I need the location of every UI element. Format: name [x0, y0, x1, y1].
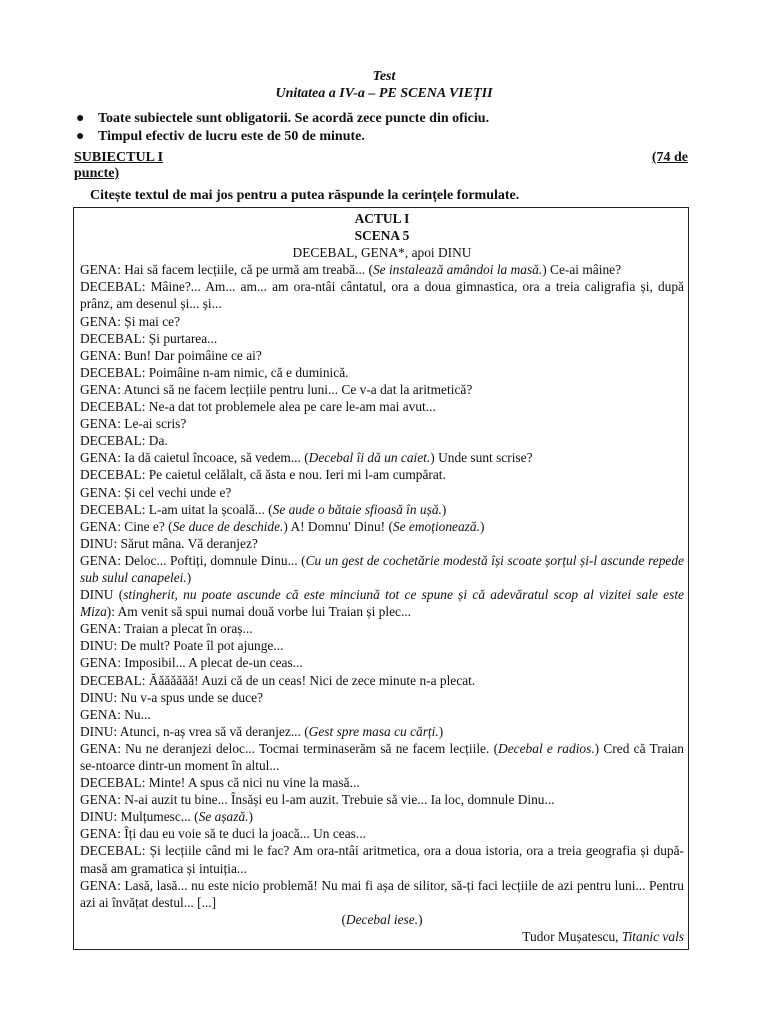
dialogue-line: DINU: Mulțumesc... (Se așază.): [80, 809, 253, 825]
dialogue-line: DECEBAL: Poimâine n-am nimic, că e duminică.: [80, 364, 349, 380]
author: Tudor Mușatescu,: [522, 928, 622, 944]
dialogue: [80, 261, 684, 911]
subject-label: SUBIECTUL I: [74, 150, 164, 165]
dialogue-line: DECEBAL: L-am uitat la școală... (Se aude o bătaie sfioasă în ușă.): [80, 501, 447, 517]
stage-direction: Se așază.: [198, 809, 249, 825]
dialogue-line: GENA: Și mai ce?: [80, 313, 181, 329]
characters-line: DECEBAL, GENA*, apoi DINU: [292, 245, 472, 261]
dialogue-line: GENA: Îți dau eu voie să te duci la joacă... Un ceas...: [80, 826, 366, 842]
dialogue-line: DECEBAL: Și lecțiile când mi le fac? Am ora-ntâi aritmetica, ora a doua istoria, ora a treia geografia și după-masă am gramatica și intuiția...: [80, 843, 684, 876]
dialogue-line: DECEBAL: Și purtarea...: [80, 330, 218, 346]
dialogue-line: DECEBAL: Da.: [80, 433, 168, 449]
subject-points-continued: puncte): [74, 166, 120, 181]
subject-heading: [74, 150, 688, 182]
rule-item: [74, 110, 694, 128]
rule-text: Toate subiectele sunt obligatorii. Se acordă zece puncte din oficiu.: [98, 111, 490, 126]
scene-heading: SCENA 5: [354, 228, 410, 244]
dialogue-line: DECEBAL: Ăăăăăăă! Auzi că de un ceas! Nici de zece minute n-a plecat.: [80, 672, 476, 688]
stage-direction: Decebal e radios.: [498, 740, 595, 756]
rule-item: [74, 128, 694, 146]
stage-direction: stingherit, nu poate ascunde că este minciună tot ce spune și că adevăratul scop al vizitei sale este Miza: [80, 587, 684, 620]
dialogue-line: GENA: Cine e? (Se duce de deschide.) A! Domnu' Dinu! (Se emoționează.): [80, 518, 485, 534]
dialogue-line: DINU: Nu v-a spus unde se duce?: [80, 689, 263, 705]
dialogue-line: GENA: Imposibil... A plecat de-un ceas...: [80, 655, 303, 671]
dialogue-line: GENA: Nu ne deranjezi deloc... Tocmai terminaserăm să ne facem lecțiile. (Decebal e radios.) Cred că Traian se-ntoarce dintr-un moment în altul...: [80, 740, 685, 773]
dialogue-line: GENA: Lasă, lasă... nu este nicio problemă! Nu mai fi așa de silitor, să-ți faci lecțiile de azi pentru luni... Pentru azi ai învățat destul... [...]: [80, 877, 684, 910]
stage-direction: Gest spre masa cu cărți.: [308, 723, 439, 739]
dialogue-line: DINU: De mult? Poate îl pot ajunge...: [80, 638, 284, 654]
stage-direction: Se aude o bătaie sfioasă în ușă.: [272, 501, 442, 517]
dialogue-line: GENA: N-ai auzit tu bine... Însăși eu l-am auzit. Trebuie să vie... Ia loc, domnule Dinu...: [80, 792, 555, 808]
instruction: Citește textul de mai jos pentru a putea răspunde la cerințele formulate.: [90, 188, 520, 203]
dialogue-line: DINU: Atunci, n-aș vrea să vă deranjez... (Gest spre masa cu cărți.): [80, 723, 444, 739]
dialogue-line: GENA: Hai să facem lecțiile, că pe urmă am treabă... (Se instalează amândoi la masă.) Ce-ai mâine?: [80, 262, 622, 278]
dialogue-line: DECEBAL: Ne-a dat tot problemele alea pe care le-am mai avut...: [80, 399, 436, 415]
dialogue-line: DECEBAL: Minte! A spus că nici nu vine la masă...: [80, 775, 360, 791]
stage-direction: Se duce de deschide.: [172, 518, 284, 534]
unit-title: Unitatea a IV-a – PE SCENA VIEȚII: [275, 86, 493, 101]
text-box: [73, 207, 689, 950]
bullet-icon: ●: [76, 129, 85, 144]
dialogue-line: GENA: Și cel vechi unde e?: [80, 484, 232, 500]
work-title: Titanic vals: [621, 928, 684, 944]
dialogue-line: GENA: Ia dă caietul încoace, să vedem... (Decebal îi dă un caiet.) Unde sunt scrise?: [80, 450, 533, 466]
dialogue-line: GENA: Deloc... Poftiți, domnule Dinu... (Cu un gest de cochetărie modestă își scoate șorțul și-l ascunde repede sub sulul canapelei.): [80, 552, 685, 585]
subject-points: (74 de: [651, 150, 688, 165]
dialogue-line: GENA: Traian a plecat în oraș...: [80, 621, 253, 637]
dialogue-line: GENA: Bun! Dar poimâine ce ai?: [80, 347, 262, 363]
dialogue-line: DINU: Sărut mâna. Vă deranjez?: [80, 535, 258, 551]
dialogue-line: DINU (stingherit, nu poate ascunde că este minciună tot ce spune și că adevăratul scop al vizitei sale este Miza): Am venit să spui numai două vorbe lui Traian și plec...: [80, 587, 684, 620]
stage-direction: Se instalează amândoi la masă.: [372, 262, 543, 278]
stage-direction: Se emoționează.: [392, 518, 480, 534]
dialogue-line: DECEBAL: Mâine?... Am... am... am ora-ntâi cântatul, ora a doua gimnastica, ora a treia caligrafia și, după prânz, am desenul și... și...: [80, 279, 684, 312]
stage-direction: Cu un gest de cochetărie modestă își scoate șorțul și-l ascunde repede sub sulul canapelei.: [80, 552, 685, 585]
dialogue-line: GENA: Nu...: [80, 706, 151, 722]
stage-direction: Decebal îi dă un caiet.: [308, 450, 431, 466]
rules-list: [74, 110, 694, 146]
dialogue-line: GENA: Le-ai scris?: [80, 416, 187, 432]
dialogue-line: GENA: Atunci să ne facem lecțiile pentru luni... Ce v-a dat la aritmetică?: [80, 381, 473, 397]
source-credit: [80, 928, 684, 945]
dialogue-line: DECEBAL: Pe caietul celălalt, că ăsta e nou. Ieri mi l-am cumpărat.: [80, 467, 446, 483]
test-title: Test: [372, 69, 396, 84]
rule-text: Timpul efectiv de lucru este de 50 de minute.: [98, 129, 365, 144]
exit-direction: (Decebal iese.): [341, 911, 423, 927]
act-heading: ACTUL I: [354, 211, 410, 226]
bullet-icon: ●: [76, 111, 85, 126]
